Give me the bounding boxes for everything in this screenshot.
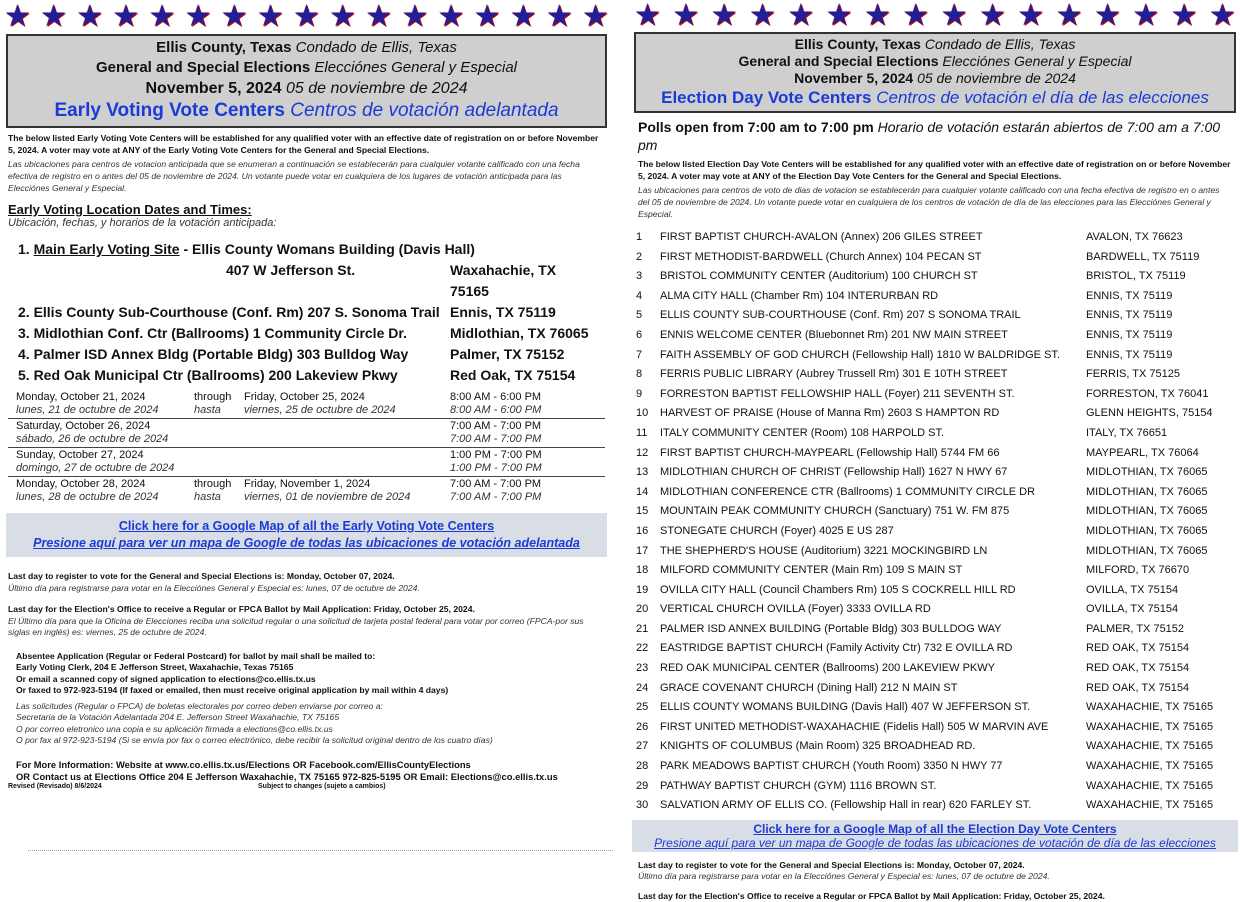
vote-center-city: ENNIS, TX 75119	[1086, 289, 1173, 302]
star-icon: ★	[634, 0, 661, 32]
vote-center-loc: ENNIS WELCOME CENTER (Bluebonnet Rm) 201 NW MAIN STREET	[660, 328, 1008, 341]
vote-center-list	[630, 228, 1240, 816]
star-icon: ★	[509, 0, 537, 33]
vote-center-row	[636, 346, 1234, 366]
intro: The below listed Early Voting Vote Centers will be established for any qualified voter with an effective date of registration on or before November 5, 2024. A voter may vote at ANY of the Early Voting Vote Centers for the General and Special Elections. Las ubicaciones para centros de votacion anticipada que se enumeran a continuación se establecerán para cualquier votante calificado con una fecha efectiva de registro en o antes del 05 de noviembre de 2024. Un votante puede votar en cualquiera de los lugares de votación anticipada para las Elecciónes General y Especial.	[8, 133, 599, 193]
vote-center-row	[636, 306, 1234, 326]
page-title: Election Day Vote Centers Centros de votación el día de las elecciones	[661, 88, 1209, 107]
star-icon: ★	[978, 0, 1006, 32]
site-1-address: 407 W Jefferson St. Waxahachie, TX 75165	[226, 262, 557, 299]
star-icon: ★	[940, 0, 968, 32]
revision-line: Revised (Revisado) 8/6/2024 Subject to changes (sujeto a cambios)	[8, 782, 386, 790]
absentee-info: Absentee Application (Regular or Federal Postcard) for ballot by mail shall be mailed to: Early Voting Clerk, 204 E Jefferson Street, Waxahachie, Texas 75165 Or email a scanned copy of signed application to elections@co.ellis.tx.us Or faxed to 972-923-5194 (If faxed or emailed, then must receive original application by mail within 4 days) Las solicitudes (Regular o FPCA) de boletas electorales por correo deben enviarse por correo a: Secretaria de la Votación Adelantada 204 E. Jefferson Street Waxahachie, TX 75165 O por correo eletronico una copia e su aplicación firmada a elections@co.ellis.tx.us O por fax al 972-923-5194 (Si se envía por fax o correo electrónico, debe recibir la solicitud original dentro de los cuatro días)	[16, 650, 493, 745]
vote-center-city: WAXAHACHIE, TX 75165	[1086, 799, 1214, 812]
schedule-row: Saturday, October 26, 2024 sábado, 26 de octubre de 2024 7:00 AM - 7:00 PM 7:00 AM - 7:00 PM	[8, 419, 605, 448]
vote-center-row	[636, 248, 1234, 268]
early-voting-sites	[0, 239, 613, 386]
vote-center-row	[636, 698, 1234, 718]
star-icon: ★	[293, 0, 320, 33]
county-en: Ellis County, Texas	[794, 36, 921, 52]
vote-center-n: 22	[636, 642, 649, 655]
vote-center-row	[636, 287, 1234, 307]
more-info: For More Information: Website at www.co.ellis.tx.us/Elections OR Facebook.com/EllisCountyElections OR Contact us at Elections Office 204 E Jefferson Waxahachie, TX 75165 972-825-5195 OR Email: Elections@co.ellis.tx.us	[16, 758, 558, 782]
register-deadline: Last day to register to vote for the General and Special Elections is: Monday, October 07, 2024. Último día para registrarse para votar en la Elecciónes General y Especial es: lunes, 07 de octubre de 2024.	[8, 571, 420, 593]
section-title-es: Ubicación, fechas, y horarios de la votación anticipada:	[8, 217, 277, 229]
vote-center-row	[636, 385, 1234, 405]
vote-center-city: AVALON, TX 76623	[1086, 231, 1183, 243]
vote-center-row	[636, 228, 1234, 248]
site-2: 2. Ellis County Sub-Courthouse (Conf. Rm) 207 S. Sonoma Trail Ennis, TX 75119	[18, 304, 556, 320]
vote-center-city: MIDLOTHIAN, TX 76065	[1086, 485, 1208, 498]
vote-center-n: 30	[636, 799, 649, 812]
vote-center-row	[636, 718, 1234, 738]
elections-es: Elecciónes General y Especial	[942, 53, 1132, 69]
vote-center-n: 8	[636, 368, 643, 381]
vote-center-n: 12	[636, 446, 649, 459]
vote-center-loc: SALVATION ARMY OF ELLIS CO. (Fellowship Hall in rear) 620 FARLEY ST.	[660, 799, 1032, 812]
stars-banner	[0, 0, 613, 34]
vote-center-n: 19	[636, 583, 649, 596]
vote-center-n: 16	[636, 524, 649, 537]
star-icon: ★	[710, 0, 738, 32]
vote-center-city: BARDWELL, TX 75119	[1086, 250, 1200, 263]
vote-center-loc: ALMA CITY HALL (Chamber Rm) 104 INTERURBAN RD	[660, 289, 939, 302]
vote-center-city: WAXAHACHIE, TX 75165	[1086, 760, 1214, 773]
vote-center-loc: VERTICAL CHURCH OVILLA (Foyer) 3333 OVILLA RD	[660, 603, 931, 616]
vote-center-n: 25	[636, 701, 649, 714]
star-icon: ★	[582, 0, 609, 33]
google-map-link-es[interactable]: Presione aquí para ver un mapa de Google de todas las ubicaciones de votación adelantada	[33, 536, 580, 550]
vote-center-loc: FORRESTON BAPTIST FELLOWSHIP HALL (Foyer) 211 SEVENTH ST.	[660, 387, 1015, 400]
vote-center-loc: FIRST UNITED METHODIST-WAXAHACHIE (Fidelis Hall) 505 W MARVIN AVE	[660, 720, 1049, 733]
site-1: 1. Main Early Voting Site - Ellis County Womans Building (Davis Hall)	[18, 241, 475, 257]
date-es: 05 de noviembre de 2024	[917, 70, 1076, 86]
vote-center-n: 29	[636, 779, 649, 792]
date-en: November 5, 2024	[794, 70, 914, 86]
vote-center-city: PALMER, TX 75152	[1086, 622, 1185, 635]
vote-center-row	[636, 365, 1234, 385]
google-map-link[interactable]: Click here for a Google Map of all the Election Day Vote Centers	[753, 821, 1117, 836]
vote-center-loc: PARK MEADOWS BAPTIST CHURCH (Youth Room) 3350 N HWY 77	[660, 760, 1003, 773]
star-icon: ★	[76, 0, 104, 33]
elections-es: Elecciónes General y Especial	[314, 59, 518, 76]
vote-center-row	[636, 757, 1234, 777]
vote-center-n: 24	[636, 681, 649, 694]
star-icon: ★	[148, 0, 176, 33]
vote-center-loc: PALMER ISD ANNEX BUILDING (Portable Bldg) 303 BULLDOG WAY	[660, 622, 1002, 635]
map-link-box	[6, 513, 607, 557]
stars-banner	[630, 0, 1240, 32]
vote-center-city: ITALY, TX 76651	[1086, 426, 1168, 439]
star-icon: ★	[1093, 0, 1121, 32]
vote-center-n: 6	[636, 328, 643, 341]
vote-center-row	[636, 463, 1234, 483]
vote-center-loc: GRACE COVENANT CHURCH (Dining Hall) 212 N MAIN ST	[660, 681, 958, 694]
vote-center-row	[636, 796, 1234, 816]
vote-center-city: MIDLOTHIAN, TX 76065	[1086, 524, 1208, 537]
county-es: Condado de Ellis, Texas	[924, 36, 1076, 52]
vote-center-loc: MIDLOTHIAN CONFERENCE CTR (Ballrooms) 1 COMMUNITY CIRCLE DR	[660, 485, 1036, 498]
google-map-link[interactable]: Click here for a Google Map of all the Early Voting Vote Centers	[118, 519, 495, 533]
vote-center-n: 1	[636, 231, 643, 243]
vote-center-loc: FIRST BAPTIST CHURCH-MAYPEARL (Fellowship Hall) 5744 FM 66	[660, 446, 1000, 459]
star-icon: ★	[365, 0, 393, 33]
vote-center-loc: EASTRIDGE BAPTIST CHURCH (Family Activity Ctr) 732 E OVILLA RD	[660, 642, 1013, 655]
dotted-divider	[28, 850, 613, 851]
vote-center-city: WAXAHACHIE, TX 75165	[1086, 740, 1214, 753]
vote-center-city: ENNIS, TX 75119	[1086, 348, 1173, 361]
vote-center-n: 20	[636, 603, 649, 616]
main-site-link[interactable]: Main Early Voting Site	[33, 241, 180, 257]
vote-center-loc: FERRIS PUBLIC LIBRARY (Aubrey Trussell Rm) 301 E 10TH STREET	[660, 368, 1008, 381]
header-box	[6, 34, 607, 128]
star-icon: ★	[1132, 0, 1160, 32]
vote-center-city: OVILLA, TX 75154	[1086, 603, 1179, 616]
site-4: 4. Palmer ISD Annex Bldg (Portable Bldg) 303 Bulldog Way Palmer, TX 75152	[18, 346, 565, 362]
vote-center-row	[636, 542, 1234, 562]
vote-center-city: RED OAK, TX 75154	[1086, 662, 1190, 675]
vote-center-loc: FIRST METHODIST-BARDWELL (Church Annex) 104 PECAN ST	[660, 250, 982, 263]
vote-center-city: OVILLA, TX 75154	[1086, 583, 1179, 596]
star-icon: ★	[545, 0, 573, 33]
vote-center-row	[636, 737, 1234, 757]
vote-center-row	[636, 659, 1234, 679]
vote-center-loc: MOUNTAIN PEAK COMMUNITY CHURCH (Sanctuary) 751 W. FM 875	[660, 505, 1010, 518]
date-es: 05 de noviembre de 2024	[286, 80, 468, 97]
schedule-row: Monday, October 21, 2024 lunes, 21 de octubre de 2024 through hasta Friday, October 25, 2024 viernes, 25 de octubre de 2024 8:00 AM - 6:00 PM 8:00 AM - 6:00 PM	[8, 390, 605, 419]
vote-center-loc: FIRST BAPTIST CHURCH-AVALON (Annex) 206 GILES STREET	[660, 231, 983, 243]
page-title: Early Voting Vote Centers Centros de votación adelantada	[54, 100, 559, 121]
vote-center-row	[636, 267, 1234, 287]
star-icon: ★	[437, 0, 465, 33]
star-icon: ★	[40, 0, 68, 33]
star-icon: ★	[825, 0, 853, 32]
vote-center-city: MIDLOTHIAN, TX 76065	[1086, 466, 1208, 479]
vote-center-loc: HARVEST OF PRAISE (House of Manna Rm) 2603 S HAMPTON RD	[660, 407, 1000, 420]
election-day-page	[630, 0, 1240, 901]
vote-center-city: MIDLOTHIAN, TX 76065	[1086, 505, 1208, 518]
vote-center-row	[636, 561, 1234, 581]
vote-center-row	[636, 600, 1234, 620]
vote-center-loc: OVILLA CITY HALL (Council Chambers Rm) 105 S COCKRELL HILL RD	[660, 583, 1016, 596]
star-icon: ★	[329, 0, 357, 33]
vote-center-loc: FAITH ASSEMBLY OF GOD CHURCH (Fellowship Hall) 1810 W BALDRIDGE ST.	[660, 348, 1060, 361]
star-icon: ★	[256, 0, 284, 33]
vote-center-loc: PATHWAY BAPTIST CHURCH (GYM) 1116 BROWN ST.	[660, 779, 937, 792]
map-link-box	[632, 820, 1238, 852]
vote-center-n: 27	[636, 740, 649, 753]
vote-center-n: 17	[636, 544, 649, 557]
star-icon: ★	[672, 0, 700, 32]
vote-center-loc: MILFORD COMMUNITY CENTER (Main Rm) 109 S MAIN ST	[660, 564, 963, 577]
vote-center-n: 15	[636, 505, 649, 518]
vote-center-n: 21	[636, 622, 649, 635]
vote-center-loc: ITALY COMMUNITY CENTER (Room) 108 HARPOLD ST.	[660, 426, 945, 439]
vote-center-row	[636, 404, 1234, 424]
star-icon: ★	[401, 0, 429, 33]
header-box	[634, 32, 1236, 113]
vote-center-n: 28	[636, 760, 649, 773]
vote-center-city: ENNIS, TX 75119	[1086, 309, 1173, 322]
vote-center-loc: ELLIS COUNTY SUB-COURTHOUSE (Conf. Rm) 207 S SONOMA TRAIL	[660, 309, 1021, 322]
early-voting-page	[0, 0, 613, 865]
vote-center-n: 10	[636, 407, 649, 420]
vote-center-row	[636, 444, 1234, 464]
date-en: November 5, 2024	[145, 80, 282, 97]
vote-center-loc: ELLIS COUNTY WOMANS BUILDING (Davis Hall) 407 W JEFFERSON ST.	[660, 701, 1031, 714]
vote-center-row	[636, 777, 1234, 797]
vote-center-city: MAYPEARL, TX 76064	[1086, 446, 1199, 459]
polls-hours: Polls open from 7:00 am to 7:00 pm Horario de votación estarán abiertos de 7:00 am a 7:00 pm	[638, 119, 1221, 153]
vote-center-n: 9	[636, 387, 643, 400]
vote-center-n: 23	[636, 662, 649, 675]
vote-center-city: ENNIS, TX 75119	[1086, 328, 1173, 341]
vote-center-city: RED OAK, TX 75154	[1086, 681, 1190, 694]
schedule-row: Monday, October 28, 2024 lunes, 28 de octubre de 2024 through hasta Friday, November 1, 2024 viernes, 01 de noviembre de 2024 7:00 AM - 7:00 PM 7:00 AM - 7:00 PM	[16, 478, 542, 503]
star-icon: ★	[787, 0, 815, 32]
ballot-deadline: Last day for the Election's Office to receive a Regular or FPCA Ballot by Mail Application: Friday, October 25, 2024. El Último día para que la Oficina de Elecciones reciba una solicitud regular o una solicitud de tarjeta postal federal para votar por correo (FPCA-por sus siglas en inglés) es: viernes, 25 de octubre de 2024.	[8, 604, 584, 637]
vote-center-city: BRISTOL, TX 75119	[1086, 270, 1186, 283]
star-icon: ★	[748, 0, 776, 32]
county-en: Ellis County, Texas	[156, 39, 292, 56]
star-icon: ★	[1208, 0, 1236, 32]
vote-center-city: WAXAHACHIE, TX 75165	[1086, 720, 1214, 733]
vote-center-row	[636, 483, 1234, 503]
vote-center-city: FORRESTON, TX 76041	[1086, 387, 1209, 400]
vote-center-city: WAXAHACHIE, TX 75165	[1086, 701, 1214, 714]
vote-center-row	[636, 581, 1234, 601]
site-5: 5. Red Oak Municipal Ctr (Ballrooms) 200 Lakeview Pkwy Red Oak, TX 75154	[18, 367, 576, 383]
ballot-deadline: Last day for the Election's Office to receive a Regular or FPCA Ballot by Mail Application: Friday, October 25, 2024.	[638, 890, 1105, 901]
star-icon: ★	[902, 0, 930, 32]
vote-center-row	[636, 620, 1234, 640]
schedule-table	[8, 390, 605, 505]
star-icon: ★	[1170, 0, 1198, 32]
vote-center-row	[636, 679, 1234, 699]
elections-en: General and Special Elections	[95, 59, 311, 76]
vote-center-loc: THE SHEPHERD'S HOUSE (Auditorium) 3221 MOCKINGBIRD LN	[660, 544, 988, 557]
vote-center-loc: BRISTOL COMMUNITY CENTER (Auditorium) 100 CHURCH ST	[660, 270, 978, 283]
google-map-link-es[interactable]: Presione aquí para ver un mapa de Google de todas las ubicaciones de votación de día de las elecciones	[654, 835, 1216, 850]
vote-center-n: 7	[636, 348, 643, 361]
vote-center-row	[636, 502, 1234, 522]
vote-center-n: 18	[636, 564, 649, 577]
vote-center-city: FERRIS, TX 75125	[1086, 368, 1180, 381]
star-icon: ★	[1017, 0, 1045, 32]
vote-center-n: 11	[636, 426, 648, 439]
schedule-row: Sunday, October 27, 2024 domingo, 27 de octubre de 2024 1:00 PM - 7:00 PM 1:00 PM - 7:00 PM	[8, 448, 605, 477]
star-icon: ★	[184, 0, 212, 33]
intro: The below listed Election Day Vote Centers will be established for any qualified voter with an effective date of registration on or before November 5, 2024. A voter may vote at ANY of the Election Day Vote Centers for the General and Special Elections. Las ubicaciones para centros de voto de dias de votacion se establecerán para cualquier votante calificado con una fecha efectiva de registro en o antes del 05 de noviembre de 2024. Un votante puede votar en cualquiera de los centros de votación de día de las elecciones para las Elecciónes General y Especial.	[638, 159, 1231, 219]
county-es: Condado de Ellis, Texas	[295, 39, 457, 56]
star-icon: ★	[112, 0, 140, 33]
vote-center-n: 13	[636, 466, 649, 479]
vote-center-n: 5	[636, 309, 643, 322]
register-deadline: Last day to register to vote for the General and Special Elections is: Monday, October 07, 2024. Último día para registrarse para votar en la Elecciónes General y Especial es: lunes, 07 de octubre de 2024.	[638, 859, 1050, 882]
vote-center-n: 2	[636, 250, 643, 263]
vote-center-row	[636, 326, 1234, 346]
vote-center-n: 26	[636, 720, 649, 733]
vote-center-n: 4	[636, 289, 643, 302]
vote-center-n: 14	[636, 485, 649, 498]
star-icon: ★	[1055, 0, 1083, 32]
vote-center-row	[636, 522, 1234, 542]
elections-en: General and Special Elections	[738, 53, 939, 69]
vote-center-loc: MIDLOTHIAN CHURCH OF CHRIST (Fellowship Hall) 1627 N HWY 67	[660, 466, 1008, 479]
site-3: 3. Midlothian Conf. Ctr (Ballrooms) 1 Community Circle Dr. Midlothian, TX 76065	[18, 325, 589, 341]
vote-center-loc: STONEGATE CHURCH (Foyer) 4025 E US 287	[660, 524, 894, 537]
vote-center-city: WAXAHACHIE, TX 75165	[1086, 779, 1214, 792]
vote-center-n: 3	[636, 270, 643, 283]
vote-center-loc: KNIGHTS OF COLUMBUS (Main Room) 325 BROADHEAD RD.	[660, 740, 976, 753]
vote-center-row	[636, 639, 1234, 659]
vote-center-city: RED OAK, TX 75154	[1086, 642, 1190, 655]
vote-center-row	[636, 424, 1234, 444]
star-icon: ★	[473, 0, 501, 33]
vote-center-city: MIDLOTHIAN, TX 76065	[1086, 544, 1208, 557]
star-icon: ★	[863, 0, 891, 32]
vote-center-city: MILFORD, TX 76670	[1086, 564, 1190, 577]
vote-center-city: GLENN HEIGHTS, 75154	[1086, 407, 1213, 420]
star-icon: ★	[220, 0, 248, 33]
section-title: Early Voting Location Dates and Times:	[8, 202, 252, 217]
vote-center-loc: RED OAK MUNICIPAL CENTER (Ballrooms) 200 LAKEVIEW PKWY	[660, 662, 995, 675]
star-icon: ★	[4, 0, 31, 33]
